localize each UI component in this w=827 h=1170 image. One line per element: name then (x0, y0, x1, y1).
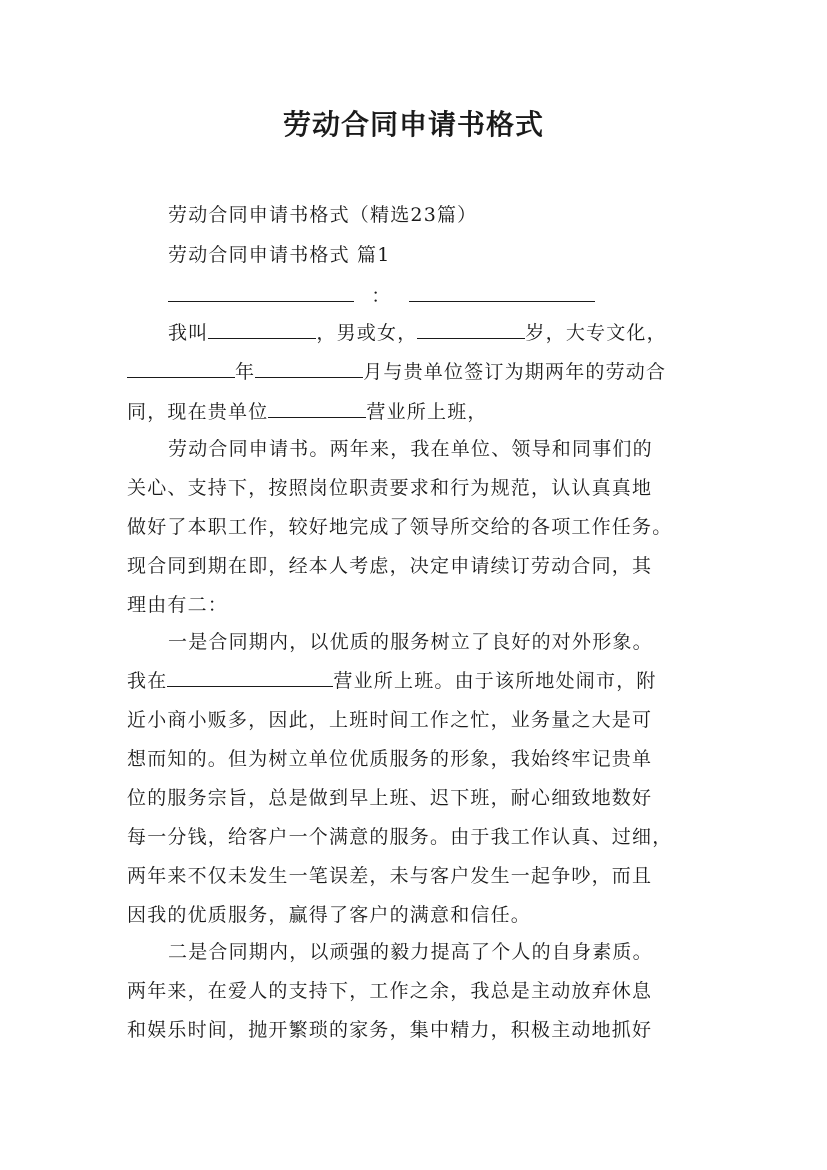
paragraph-line (168, 318, 708, 345)
blank-field (268, 398, 366, 418)
blank-field (168, 282, 354, 302)
blank-field (208, 319, 316, 339)
paragraph-line: 每一分钱，给客户一个满意的服务。由于我工作认真、过细， (127, 826, 673, 848)
paragraph-line: 关心、支持下，按照岗位职责要求和行为规范，认认真真地 (127, 477, 653, 499)
section-heading: 劳动合同申请书格式 篇1 (168, 244, 391, 266)
paragraph-line: 二是合同期内，以顽强的毅力提高了个人的自身素质。 (168, 941, 653, 963)
colon-text: ： (371, 285, 392, 307)
text-run: 营业所上班。由于该所地处闹市，附 (333, 670, 657, 692)
blank-field (409, 282, 595, 302)
blank-field (417, 319, 525, 339)
text-run: 我在 (127, 670, 168, 692)
paragraph-line: 因我的优质服务，赢得了客户的满意和信任。 (127, 904, 532, 926)
text-run: 营业所上班， (366, 401, 488, 423)
paragraph-line: 位的服务宗旨，总是做到早上班、迟下班，耐心细致地数好 (127, 787, 653, 809)
paragraph-line: 和娱乐时间，抛开繁琐的家务，集中精力，积极主动地抓好 (127, 1019, 653, 1041)
paragraph-line: 现合同到期在即，经本人考虑，决定申请续订劳动合同，其 (127, 555, 653, 577)
blank-field (255, 358, 363, 378)
paragraph-line: 想而知的。但为树立单位优质服务的形象，我始终牢记贵单 (127, 748, 653, 770)
addressee-line (168, 281, 748, 308)
text-run: 同，现在贵单位 (127, 401, 269, 423)
paragraph-line: 理由有二： (127, 594, 229, 616)
text-run: 月与贵单位签订为期两年的劳动合 (363, 361, 667, 383)
paragraph-line: 劳动合同申请书。两年来，我在单位、领导和同事们的 (168, 438, 653, 460)
paragraph-line (127, 397, 707, 424)
blank-field (127, 358, 235, 378)
text-run: 我叫 (168, 322, 209, 344)
paragraph-line: 两年来不仅未发生一笔误差，未与客户发生一起争吵，而且 (127, 865, 653, 887)
paragraph-line: 近小商小贩多，因此，上班时间工作之忙，业务量之大是可 (127, 709, 653, 731)
blank-field (167, 667, 333, 687)
text-run: 年 (235, 361, 256, 383)
subtitle: 劳动合同申请书格式（精选23篇） (168, 204, 478, 226)
paragraph-line: 做好了本职工作，较好地完成了领导所交给的各项工作任务。 (127, 516, 673, 538)
text-run: 岁，大专文化， (525, 322, 667, 344)
paragraph-line: 两年来，在爱人的支持下，工作之余，我总是主动放弃休息 (127, 980, 653, 1002)
paragraph-line: 一是合同期内，以优质的服务树立了良好的对外形象。 (168, 631, 653, 653)
paragraph-line (127, 666, 707, 693)
paragraph-line (127, 357, 707, 384)
document-title: 劳动合同申请书格式 (282, 108, 544, 141)
text-run: ，男或女， (316, 322, 418, 344)
